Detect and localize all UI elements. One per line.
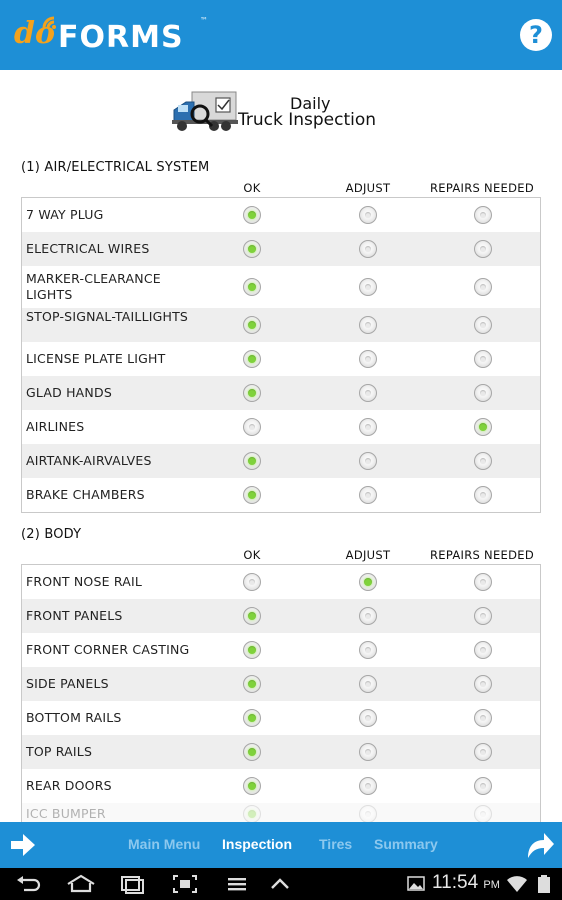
radio-adjust[interactable]: [359, 607, 377, 625]
radio-adjust[interactable]: [359, 743, 377, 761]
table-row: [22, 633, 540, 667]
back-icon[interactable]: [14, 874, 42, 894]
form-title-line2: Truck Inspection: [238, 110, 377, 130]
radio-adjust[interactable]: [359, 805, 377, 823]
radio-repairs-needed[interactable]: [474, 641, 492, 659]
inspection-grid-body: [21, 564, 541, 825]
col-head-repairs-needed: REPAIRS NEEDED: [430, 548, 534, 562]
radio-ok[interactable]: [243, 607, 261, 625]
table-row: [22, 701, 540, 735]
row-label: 7 WAY PLUG: [26, 207, 104, 222]
bottom-navigation: [0, 822, 562, 868]
recent-apps-icon[interactable]: [118, 874, 146, 894]
row-label: REAR DOORS: [26, 778, 112, 793]
tab-tires[interactable]: Tires: [319, 836, 353, 852]
radio-ok[interactable]: [243, 452, 261, 470]
inspection-grid-air-electrical: [21, 197, 541, 513]
row-label: ELECTRICAL WIRES: [26, 241, 150, 256]
home-icon[interactable]: [64, 874, 98, 894]
radio-repairs-needed[interactable]: [474, 743, 492, 761]
form-title-line1: Daily: [290, 94, 331, 113]
table-row: [22, 478, 540, 512]
radio-ok[interactable]: [243, 316, 261, 334]
wifi-icon: [506, 874, 528, 894]
form-title: [170, 88, 410, 138]
radio-adjust[interactable]: [359, 641, 377, 659]
table-row: [22, 308, 540, 342]
radio-adjust[interactable]: [359, 452, 377, 470]
tab-main-menu[interactable]: Main Menu: [128, 836, 201, 852]
chevron-up-icon[interactable]: [268, 874, 292, 894]
tab-inspection[interactable]: Inspection: [222, 836, 293, 852]
row-label: STOP-SIGNAL-TAILLIGHTS: [26, 309, 189, 324]
radio-ok[interactable]: [243, 743, 261, 761]
menu-icon[interactable]: [226, 874, 248, 894]
app-header: [0, 0, 562, 70]
radio-adjust[interactable]: [359, 418, 377, 436]
radio-adjust[interactable]: [359, 384, 377, 402]
help-button[interactable]: ?: [520, 19, 552, 51]
col-head-adjust: ADJUST: [345, 181, 391, 195]
radio-adjust[interactable]: [359, 240, 377, 258]
logo-do-text: do: [14, 16, 55, 51]
radio-ok[interactable]: [243, 641, 261, 659]
col-head-adjust: ADJUST: [345, 548, 391, 562]
radio-adjust[interactable]: [359, 709, 377, 727]
radio-adjust[interactable]: [359, 486, 377, 504]
radio-ok[interactable]: [243, 486, 261, 504]
radio-repairs-needed[interactable]: [474, 278, 492, 296]
radio-ok[interactable]: [243, 240, 261, 258]
table-row: [22, 667, 540, 701]
radio-ok[interactable]: [243, 206, 261, 224]
radio-ok[interactable]: [243, 384, 261, 402]
col-head-repairs-needed: REPAIRS NEEDED: [430, 181, 534, 195]
radio-adjust[interactable]: [359, 675, 377, 693]
radio-ok[interactable]: [243, 777, 261, 795]
radio-repairs-needed[interactable]: [474, 486, 492, 504]
radio-repairs-needed[interactable]: [474, 316, 492, 334]
table-row: [22, 376, 540, 410]
radio-repairs-needed[interactable]: [474, 573, 492, 591]
radio-repairs-needed[interactable]: [474, 452, 492, 470]
section-title-air-electrical: (1) AIR/ELECTRICAL SYSTEM: [21, 160, 210, 175]
logo-trademark: ™: [200, 16, 208, 25]
radio-ok[interactable]: [243, 573, 261, 591]
android-system-bar: [0, 868, 562, 900]
radio-repairs-needed[interactable]: [474, 675, 492, 693]
radio-adjust[interactable]: [359, 777, 377, 795]
table-row: [22, 266, 540, 308]
table-row: [22, 735, 540, 769]
table-row: [22, 565, 540, 599]
row-label: MARKER-CLEARANCE LIGHTS: [26, 271, 161, 302]
col-head-ok: OK: [243, 181, 261, 195]
row-label: ICC BUMPER: [26, 806, 106, 821]
row-label: TOP RAILS: [26, 744, 93, 759]
table-row: [22, 599, 540, 633]
radio-repairs-needed[interactable]: [474, 418, 492, 436]
radio-repairs-needed[interactable]: [474, 206, 492, 224]
tab-summary[interactable]: Summary: [374, 836, 438, 852]
row-label: LICENSE PLATE LIGHT: [26, 351, 166, 366]
row-label: AIRTANK-AIRVALVES: [26, 453, 152, 468]
table-row: [22, 342, 540, 376]
row-label: AIRLINES: [26, 419, 85, 434]
radio-adjust[interactable]: [359, 316, 377, 334]
logo-forms-text: FORMS: [58, 20, 184, 55]
radio-adjust[interactable]: [359, 278, 377, 296]
row-label: FRONT CORNER CASTING: [26, 642, 190, 657]
radio-repairs-needed[interactable]: [474, 777, 492, 795]
truck-inspection-icon: [170, 88, 242, 136]
table-row: [22, 769, 540, 803]
screenshot-icon[interactable]: [172, 874, 198, 894]
row-label: FRONT PANELS: [26, 608, 123, 623]
radio-repairs-needed[interactable]: [474, 240, 492, 258]
image-notification-icon: [406, 874, 426, 894]
radio-repairs-needed[interactable]: [474, 350, 492, 368]
table-row: [22, 444, 540, 478]
arrow-forward-icon[interactable]: [8, 830, 38, 860]
row-label: BOTTOM RAILS: [26, 710, 122, 725]
row-label: BRAKE CHAMBERS: [26, 487, 145, 502]
radio-repairs-needed[interactable]: [474, 384, 492, 402]
row-label: SIDE PANELS: [26, 676, 109, 691]
radio-ok[interactable]: [243, 278, 261, 296]
radio-repairs-needed[interactable]: [474, 709, 492, 727]
table-row: [22, 198, 540, 232]
radio-adjust[interactable]: [359, 573, 377, 591]
radio-ok[interactable]: [243, 805, 261, 823]
radio-ok[interactable]: [243, 350, 261, 368]
battery-icon: [536, 874, 554, 894]
row-label: FRONT NOSE RAIL: [26, 574, 143, 589]
radio-repairs-needed[interactable]: [474, 805, 492, 823]
radio-repairs-needed[interactable]: [474, 607, 492, 625]
radio-ok[interactable]: [243, 418, 261, 436]
radio-adjust[interactable]: [359, 206, 377, 224]
doforms-logo: [12, 14, 212, 58]
table-row: [22, 410, 540, 444]
radio-ok[interactable]: [243, 675, 261, 693]
redo-arrow-icon[interactable]: [522, 828, 556, 862]
status-clock: 11:54 PM: [432, 872, 500, 893]
table-row: [22, 232, 540, 266]
col-head-ok: OK: [243, 548, 261, 562]
section-title-body: (2) BODY: [21, 527, 82, 542]
row-label: GLAD HANDS: [26, 385, 112, 400]
radio-ok[interactable]: [243, 709, 261, 727]
radio-adjust[interactable]: [359, 350, 377, 368]
